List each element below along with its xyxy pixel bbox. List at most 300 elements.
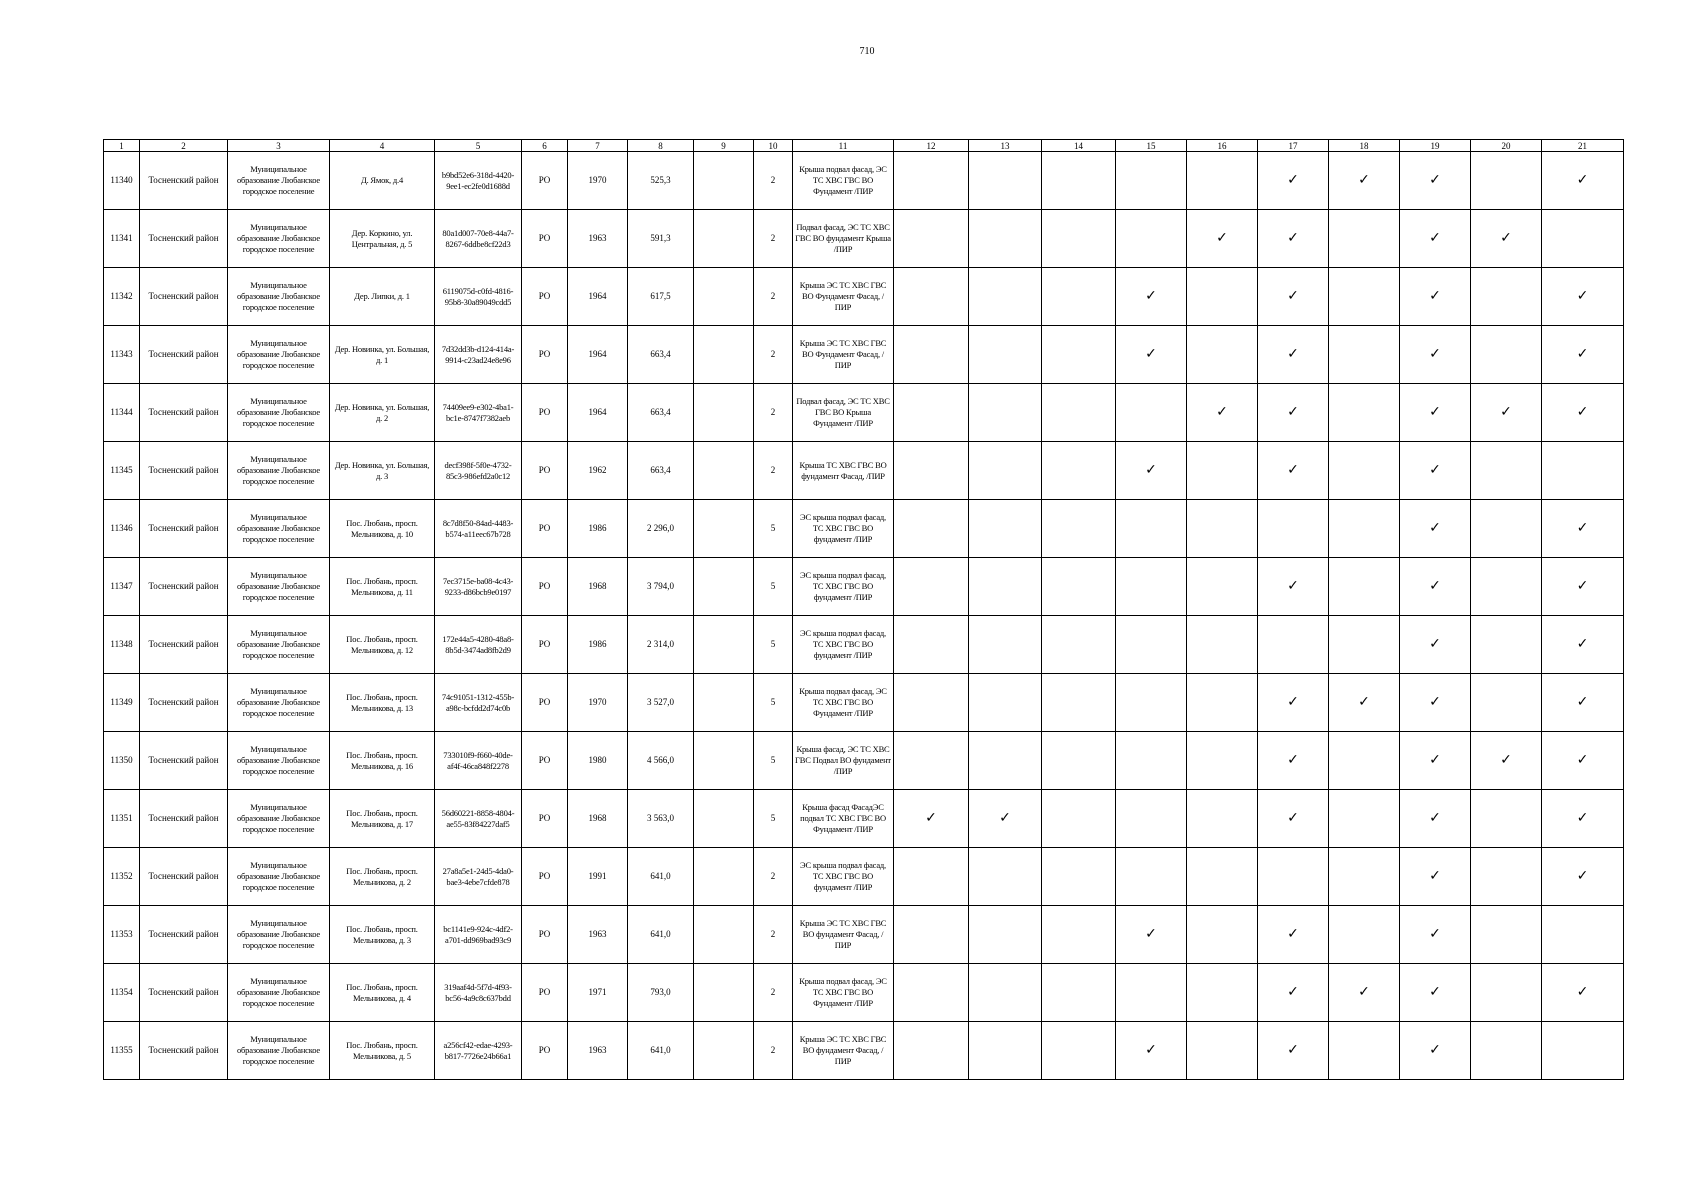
house-guid: 172e44a5-4280-48a8-8b5d-3474ad8fb2d9 [435, 616, 522, 674]
row-id: 11345 [104, 442, 140, 500]
empty-cell [894, 384, 969, 442]
empty-cell [894, 1022, 969, 1080]
checkmark-icon: ✓ [1400, 616, 1471, 674]
total-area: 4 566,0 [628, 732, 694, 790]
empty-cell [969, 906, 1042, 964]
column-9-cell [694, 674, 754, 732]
checkmark-icon: ✓ [1116, 906, 1187, 964]
house-guid: 27a8a5e1-24d5-4da0-bae3-4ebe7cfde878 [435, 848, 522, 906]
checkmark-icon: ✓ [1542, 152, 1624, 210]
empty-cell [894, 152, 969, 210]
address: Дер. Новинка, ул. Большая, д. 1 [330, 326, 435, 384]
total-area: 663,4 [628, 384, 694, 442]
address: Пос. Любань, просп. Мельникова, д. 12 [330, 616, 435, 674]
house-guid: 80a1d007-70e8-44a7-8267-6ddbe8cf22d3 [435, 210, 522, 268]
construction-year: 1980 [568, 732, 628, 790]
district: Тосненский район [140, 790, 228, 848]
construction-year: 1964 [568, 384, 628, 442]
empty-cell [1116, 616, 1187, 674]
empty-cell [1329, 558, 1400, 616]
column-number-20: 20 [1471, 140, 1542, 152]
total-area: 3 563,0 [628, 790, 694, 848]
checkmark-icon: ✓ [1471, 732, 1542, 790]
municipality: Муниципальное образование Любанское городское поселение [228, 384, 330, 442]
row-id: 11350 [104, 732, 140, 790]
planned-works: Крыша ЭС ТС ХВС ГВС ВО Фундамент Фасад, /ПИР [793, 268, 894, 326]
column-number-21: 21 [1542, 140, 1624, 152]
construction-year: 1968 [568, 558, 628, 616]
planned-works: Крыша подвал фасад, ЭС ТС ХВС ГВС ВО Фундамент /ПИР [793, 674, 894, 732]
municipality: Муниципальное образование Любанское городское поселение [228, 558, 330, 616]
empty-cell [1471, 790, 1542, 848]
checkmark-icon: ✓ [1258, 210, 1329, 268]
total-area: 525,3 [628, 152, 694, 210]
checkmark-icon: ✓ [1329, 152, 1400, 210]
empty-cell [1258, 616, 1329, 674]
house-type: РО [522, 616, 568, 674]
checkmark-icon: ✓ [1258, 1022, 1329, 1080]
checkmark-icon: ✓ [1542, 848, 1624, 906]
empty-cell [1471, 268, 1542, 326]
empty-cell [1471, 906, 1542, 964]
row-id: 11343 [104, 326, 140, 384]
district: Тосненский район [140, 964, 228, 1022]
construction-year: 1986 [568, 616, 628, 674]
row-id: 11341 [104, 210, 140, 268]
municipality: Муниципальное образование Любанское городское поселение [228, 790, 330, 848]
column-number-3: 3 [228, 140, 330, 152]
empty-cell [1542, 1022, 1624, 1080]
empty-cell [1187, 500, 1258, 558]
district: Тосненский район [140, 152, 228, 210]
checkmark-icon: ✓ [1542, 558, 1624, 616]
district: Тосненский район [140, 558, 228, 616]
house-type: РО [522, 732, 568, 790]
empty-cell [1116, 790, 1187, 848]
construction-year: 1968 [568, 790, 628, 848]
checkmark-icon: ✓ [1542, 268, 1624, 326]
empty-cell [1471, 152, 1542, 210]
planned-works: Крыша ЭС ТС ХВС ГВС ВО фундамент Фасад, /ПИР [793, 906, 894, 964]
empty-cell [1187, 152, 1258, 210]
checkmark-icon: ✓ [1400, 674, 1471, 732]
house-type: РО [522, 326, 568, 384]
house-guid: 6119075d-c0fd-4816-95b8-30a89049cdd5 [435, 268, 522, 326]
column-number-7: 7 [568, 140, 628, 152]
column-number-19: 19 [1400, 140, 1471, 152]
empty-cell [1187, 558, 1258, 616]
construction-year: 1963 [568, 210, 628, 268]
column-number-1: 1 [104, 140, 140, 152]
row-id: 11352 [104, 848, 140, 906]
row-id: 11351 [104, 790, 140, 848]
checkmark-icon: ✓ [1400, 906, 1471, 964]
empty-cell [1187, 326, 1258, 384]
floor-count: 5 [754, 500, 793, 558]
empty-cell [1329, 442, 1400, 500]
municipality: Муниципальное образование Любанское городское поселение [228, 674, 330, 732]
planned-works: Подвал фасад, ЭС ТС ХВС ГВС ВО фундамент Крыша /ПИР [793, 210, 894, 268]
table-header [104, 140, 1624, 152]
house-type: РО [522, 848, 568, 906]
checkmark-icon: ✓ [1258, 442, 1329, 500]
empty-cell [1187, 674, 1258, 732]
planned-works: Крыша ТС ХВС ГВС ВО фундамент Фасад, /ПИР [793, 442, 894, 500]
empty-cell [1116, 210, 1187, 268]
floor-count: 2 [754, 848, 793, 906]
construction-year: 1964 [568, 268, 628, 326]
empty-cell [1187, 906, 1258, 964]
total-area: 663,4 [628, 442, 694, 500]
empty-cell [894, 558, 969, 616]
municipality: Муниципальное образование Любанское городское поселение [228, 732, 330, 790]
column-9-cell [694, 326, 754, 384]
planned-works: Крыша ЭС ТС ХВС ГВС ВО Фундамент Фасад, /ПИР [793, 326, 894, 384]
empty-cell [1042, 732, 1116, 790]
empty-cell [1471, 442, 1542, 500]
checkmark-icon: ✓ [1187, 384, 1258, 442]
empty-cell [1471, 616, 1542, 674]
address: Пос. Любань, просп. Мельникова, д. 5 [330, 1022, 435, 1080]
checkmark-icon: ✓ [1542, 500, 1624, 558]
municipality: Муниципальное образование Любанское городское поселение [228, 152, 330, 210]
empty-cell [1329, 616, 1400, 674]
address: Пос. Любань, просп. Мельникова, д. 13 [330, 674, 435, 732]
checkmark-icon: ✓ [1258, 790, 1329, 848]
district: Тосненский район [140, 500, 228, 558]
checkmark-icon: ✓ [894, 790, 969, 848]
column-9-cell [694, 558, 754, 616]
empty-cell [1042, 210, 1116, 268]
empty-cell [969, 732, 1042, 790]
empty-cell [1042, 848, 1116, 906]
column-number-16: 16 [1187, 140, 1258, 152]
house-guid: b9bd52e6-318d-4420-9ee1-ec2fe0d1688d [435, 152, 522, 210]
checkmark-icon: ✓ [969, 790, 1042, 848]
empty-cell [969, 268, 1042, 326]
column-9-cell [694, 1022, 754, 1080]
checkmark-icon: ✓ [1258, 906, 1329, 964]
row-id: 11348 [104, 616, 140, 674]
checkmark-icon: ✓ [1542, 790, 1624, 848]
column-9-cell [694, 790, 754, 848]
house-guid: 74c91051-1312-455b-a98c-bcfdd2d74c0b [435, 674, 522, 732]
address: Дер. Липки, д. 1 [330, 268, 435, 326]
empty-cell [894, 442, 969, 500]
district: Тосненский район [140, 616, 228, 674]
address: Пос. Любань, просп. Мельникова, д. 4 [330, 964, 435, 1022]
checkmark-icon: ✓ [1400, 732, 1471, 790]
checkmark-icon: ✓ [1400, 964, 1471, 1022]
municipality: Муниципальное образование Любанское городское поселение [228, 848, 330, 906]
checkmark-icon: ✓ [1542, 674, 1624, 732]
total-area: 641,0 [628, 848, 694, 906]
column-number-14: 14 [1042, 140, 1116, 152]
column-9-cell [694, 152, 754, 210]
empty-cell [1471, 848, 1542, 906]
empty-cell [1542, 906, 1624, 964]
checkmark-icon: ✓ [1116, 1022, 1187, 1080]
floor-count: 2 [754, 1022, 793, 1080]
checkmark-icon: ✓ [1400, 268, 1471, 326]
floor-count: 5 [754, 674, 793, 732]
checkmark-icon: ✓ [1329, 964, 1400, 1022]
checkmark-icon: ✓ [1400, 210, 1471, 268]
empty-cell [969, 848, 1042, 906]
table-row [104, 384, 1624, 442]
address: Пос. Любань, просп. Мельникова, д. 16 [330, 732, 435, 790]
checkmark-icon: ✓ [1258, 326, 1329, 384]
column-number-12: 12 [894, 140, 969, 152]
construction-year: 1971 [568, 964, 628, 1022]
floor-count: 2 [754, 152, 793, 210]
checkmark-icon: ✓ [1329, 674, 1400, 732]
empty-cell [1329, 848, 1400, 906]
checkmark-icon: ✓ [1542, 616, 1624, 674]
municipality: Муниципальное образование Любанское городское поселение [228, 210, 330, 268]
house-guid: 74409ee9-e302-4ba1-bc1e-8747f7382aeb [435, 384, 522, 442]
address: Дер. Коркино, ул. Центральная, д. 5 [330, 210, 435, 268]
planned-works: ЭС крыша подвал фасад, ТС ХВС ГВС ВО фундамент /ПИР [793, 616, 894, 674]
empty-cell [894, 268, 969, 326]
checkmark-icon: ✓ [1258, 558, 1329, 616]
column-number-5: 5 [435, 140, 522, 152]
empty-cell [1187, 616, 1258, 674]
address: Пос. Любань, просп. Мельникова, д. 3 [330, 906, 435, 964]
checkmark-icon: ✓ [1400, 790, 1471, 848]
checkmark-icon: ✓ [1400, 500, 1471, 558]
column-9-cell [694, 442, 754, 500]
empty-cell [1187, 732, 1258, 790]
empty-cell [969, 558, 1042, 616]
municipality: Муниципальное образование Любанское городское поселение [228, 616, 330, 674]
house-type: РО [522, 674, 568, 732]
empty-cell [1329, 326, 1400, 384]
empty-cell [969, 326, 1042, 384]
empty-cell [894, 848, 969, 906]
table-row [104, 152, 1624, 210]
house-guid: bc1141e9-924c-4df2-a701-dd969bad93c9 [435, 906, 522, 964]
municipality: Муниципальное образование Любанское городское поселение [228, 326, 330, 384]
construction-year: 1970 [568, 674, 628, 732]
column-number-4: 4 [330, 140, 435, 152]
empty-cell [1187, 1022, 1258, 1080]
house-guid: 8c7d8f50-84ad-4483-b574-a11eec67b728 [435, 500, 522, 558]
floor-count: 5 [754, 790, 793, 848]
house-guid: 7d32dd3b-d124-414a-9914-c23ad24e8e96 [435, 326, 522, 384]
district: Тосненский район [140, 268, 228, 326]
empty-cell [894, 210, 969, 268]
district: Тосненский район [140, 442, 228, 500]
table-row [104, 442, 1624, 500]
empty-cell [1471, 964, 1542, 1022]
construction-year: 1970 [568, 152, 628, 210]
total-area: 3 794,0 [628, 558, 694, 616]
empty-cell [1042, 442, 1116, 500]
municipality: Муниципальное образование Любанское городское поселение [228, 906, 330, 964]
empty-cell [1116, 384, 1187, 442]
checkmark-icon: ✓ [1542, 384, 1624, 442]
empty-cell [1042, 616, 1116, 674]
empty-cell [1042, 500, 1116, 558]
planned-works: Крыша фасад ФасадЭС подвал ТС ХВС ГВС ВО Фундамент /ПИР [793, 790, 894, 848]
checkmark-icon: ✓ [1400, 326, 1471, 384]
column-number-11: 11 [793, 140, 894, 152]
empty-cell [969, 616, 1042, 674]
checkmark-icon: ✓ [1258, 964, 1329, 1022]
district: Тосненский район [140, 732, 228, 790]
planned-works: ЭС крыша подвал фасад, ТС ХВС ГВС ВО фундамент /ПИР [793, 848, 894, 906]
address: Пос. Любань, просп. Мельникова, д. 10 [330, 500, 435, 558]
address: Д. Ямок, д.4 [330, 152, 435, 210]
total-area: 591,3 [628, 210, 694, 268]
checkmark-icon: ✓ [1542, 964, 1624, 1022]
column-9-cell [694, 964, 754, 1022]
empty-cell [1042, 964, 1116, 1022]
floor-count: 2 [754, 964, 793, 1022]
total-area: 2 314,0 [628, 616, 694, 674]
column-number-18: 18 [1329, 140, 1400, 152]
empty-cell [1471, 674, 1542, 732]
municipality: Муниципальное образование Любанское городское поселение [228, 500, 330, 558]
empty-cell [1116, 964, 1187, 1022]
total-area: 663,4 [628, 326, 694, 384]
construction-year: 1964 [568, 326, 628, 384]
page-number: 710 [859, 46, 875, 57]
house-type: РО [522, 500, 568, 558]
row-id: 11340 [104, 152, 140, 210]
checkmark-icon: ✓ [1400, 1022, 1471, 1080]
checkmark-icon: ✓ [1258, 268, 1329, 326]
house-type: РО [522, 558, 568, 616]
table-row [104, 1022, 1624, 1080]
address: Пос. Любань, просп. Мельникова, д. 17 [330, 790, 435, 848]
total-area: 617,5 [628, 268, 694, 326]
house-type: РО [522, 1022, 568, 1080]
row-id: 11355 [104, 1022, 140, 1080]
empty-cell [969, 500, 1042, 558]
row-id: 11344 [104, 384, 140, 442]
empty-cell [1471, 500, 1542, 558]
floor-count: 5 [754, 732, 793, 790]
house-type: РО [522, 268, 568, 326]
table-body [104, 152, 1624, 1080]
empty-cell [1471, 326, 1542, 384]
empty-cell [969, 384, 1042, 442]
checkmark-icon: ✓ [1400, 384, 1471, 442]
empty-cell [969, 210, 1042, 268]
empty-cell [1116, 152, 1187, 210]
floor-count: 2 [754, 210, 793, 268]
column-9-cell [694, 732, 754, 790]
column-number-6: 6 [522, 140, 568, 152]
column-number-15: 15 [1116, 140, 1187, 152]
empty-cell [1116, 558, 1187, 616]
table-row [104, 616, 1624, 674]
planned-works: Крыша подвал фасад, ЭС ТС ХВС ГВС ВО Фундамент /ПИР [793, 964, 894, 1022]
empty-cell [1116, 500, 1187, 558]
empty-cell [1042, 384, 1116, 442]
empty-cell [1542, 210, 1624, 268]
construction-year: 1986 [568, 500, 628, 558]
checkmark-icon: ✓ [1471, 210, 1542, 268]
empty-cell [1116, 848, 1187, 906]
district: Тосненский район [140, 848, 228, 906]
checkmark-icon: ✓ [1116, 326, 1187, 384]
table-row [104, 732, 1624, 790]
house-guid: a256cf42-edae-4293-b817-7726e24b66a1 [435, 1022, 522, 1080]
column-number-10: 10 [754, 140, 793, 152]
district: Тосненский район [140, 1022, 228, 1080]
column-number-8: 8 [628, 140, 694, 152]
column-9-cell [694, 210, 754, 268]
empty-cell [969, 674, 1042, 732]
column-number-17: 17 [1258, 140, 1329, 152]
planned-works: Подвал фасад, ЭС ТС ХВС ГВС ВО Крыша Фундамент /ПИР [793, 384, 894, 442]
empty-cell [1042, 558, 1116, 616]
district: Тосненский район [140, 210, 228, 268]
planned-works: ЭС крыша подвал фасад, ТС ХВС ГВС ВО фундамент /ПИР [793, 558, 894, 616]
total-area: 3 527,0 [628, 674, 694, 732]
house-guid: decf398f-5f0e-4732-85c3-986efd2a0c12 [435, 442, 522, 500]
empty-cell [1116, 674, 1187, 732]
checkmark-icon: ✓ [1258, 732, 1329, 790]
empty-cell [894, 674, 969, 732]
column-9-cell [694, 268, 754, 326]
empty-cell [1187, 790, 1258, 848]
empty-cell [1116, 732, 1187, 790]
house-guid: 319aaf4d-5f7d-4f93-bc56-4a9c8c637bdd [435, 964, 522, 1022]
empty-cell [1042, 906, 1116, 964]
table-row [104, 674, 1624, 732]
address: Дер. Новинка, ул. Большая, д. 3 [330, 442, 435, 500]
planned-works: ЭС крыша подвал фасад, ТС ХВС ГВС ВО фундамент /ПИР [793, 500, 894, 558]
table-row [104, 964, 1624, 1022]
house-type: РО [522, 210, 568, 268]
table-row [104, 906, 1624, 964]
empty-cell [1187, 964, 1258, 1022]
empty-cell [894, 326, 969, 384]
floor-count: 2 [754, 268, 793, 326]
checkmark-icon: ✓ [1258, 384, 1329, 442]
empty-cell [1329, 790, 1400, 848]
empty-cell [1329, 210, 1400, 268]
municipality: Муниципальное образование Любанское городское поселение [228, 964, 330, 1022]
district: Тосненский район [140, 674, 228, 732]
checkmark-icon: ✓ [1258, 674, 1329, 732]
checkmark-icon: ✓ [1400, 558, 1471, 616]
column-number-2: 2 [140, 140, 228, 152]
column-9-cell [694, 906, 754, 964]
total-area: 2 296,0 [628, 500, 694, 558]
empty-cell [1471, 558, 1542, 616]
empty-cell [1258, 500, 1329, 558]
house-type: РО [522, 906, 568, 964]
district: Тосненский район [140, 906, 228, 964]
house-type: РО [522, 790, 568, 848]
empty-cell [1042, 674, 1116, 732]
total-area: 641,0 [628, 906, 694, 964]
municipality: Муниципальное образование Любанское городское поселение [228, 442, 330, 500]
floor-count: 2 [754, 326, 793, 384]
empty-cell [1329, 732, 1400, 790]
floor-count: 2 [754, 906, 793, 964]
total-area: 793,0 [628, 964, 694, 1022]
column-9-cell [694, 848, 754, 906]
checkmark-icon: ✓ [1471, 384, 1542, 442]
table-row [104, 326, 1624, 384]
row-id: 11342 [104, 268, 140, 326]
